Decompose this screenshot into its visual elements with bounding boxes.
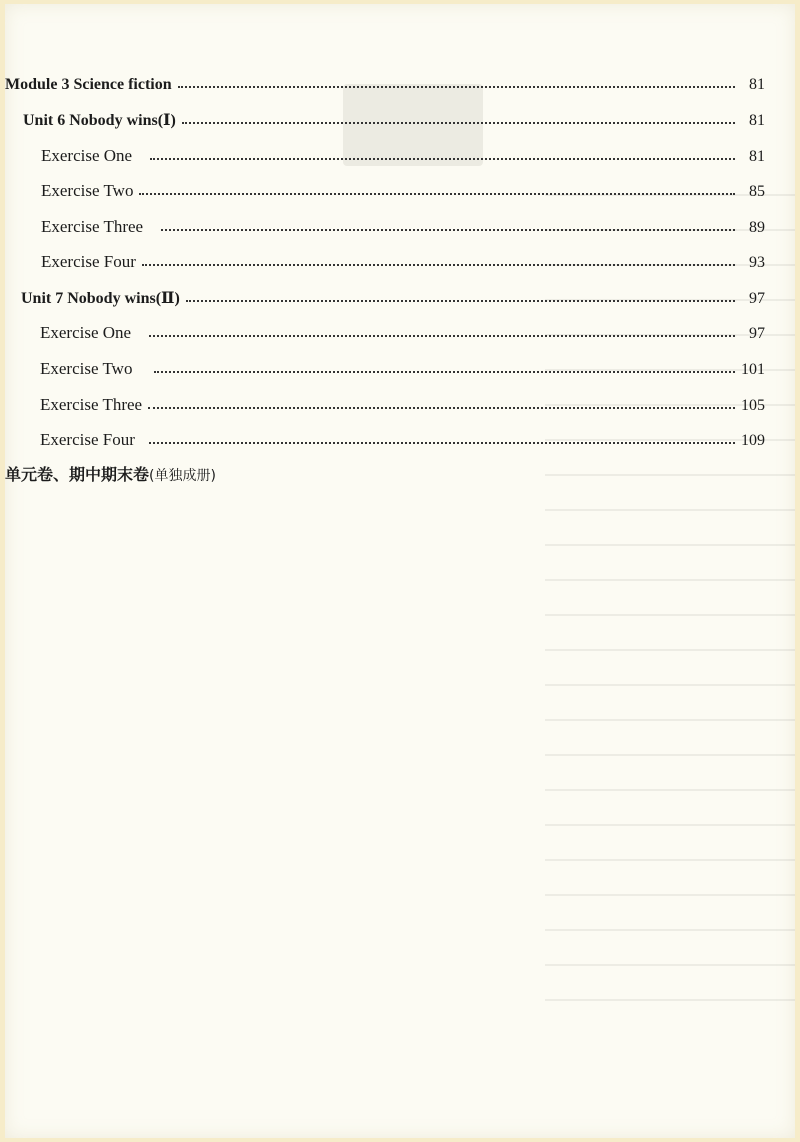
footer-note-text: (单独成册)	[149, 468, 216, 484]
leader-dots	[150, 158, 735, 160]
toc-entry-unit-7	[5, 282, 795, 308]
toc-label: Exercise Two	[40, 359, 133, 378]
toc-entry-exercise	[5, 140, 795, 166]
toc-page-number: 97	[749, 290, 765, 307]
toc-label: Unit 7 Nobody wins(Ⅱ)	[21, 290, 180, 307]
leader-dots	[142, 264, 735, 266]
toc-label: Exercise Four	[41, 252, 136, 271]
toc-entry-exercise	[5, 424, 795, 450]
toc-entry-exercise	[5, 389, 795, 415]
toc-label: Module 3 Science fiction	[5, 76, 172, 93]
toc-entry-exercise	[5, 246, 795, 272]
toc-entry-exercise	[5, 353, 795, 379]
toc-entry-exercise	[5, 317, 795, 343]
toc-entry-unit-6	[5, 104, 795, 130]
leader-dots	[139, 193, 735, 195]
toc-label: Unit 6 Nobody wins(Ⅰ)	[23, 112, 176, 129]
toc-page-number: 93	[749, 254, 765, 271]
toc-entry-module-3	[5, 68, 795, 94]
toc-page-number: 101	[741, 361, 765, 378]
leader-dots	[161, 229, 735, 231]
leader-dots	[148, 407, 735, 409]
leader-dots	[149, 335, 735, 337]
toc-page-number: 89	[749, 219, 765, 236]
separate-volume-note	[5, 462, 216, 485]
leader-dots	[149, 442, 735, 444]
footer-main-text: 单元卷、期中期末卷	[5, 465, 150, 484]
toc-label: Exercise One	[41, 146, 133, 165]
toc-page-number: 109	[741, 432, 765, 449]
toc-page	[5, 4, 795, 1138]
leader-dots	[154, 371, 735, 373]
leader-dots	[178, 86, 735, 88]
toc-entry-exercise	[5, 211, 795, 237]
leader-dots	[182, 122, 735, 124]
toc-page-number: 81	[749, 148, 765, 165]
toc-page-number: 81	[749, 112, 765, 129]
toc-label: Exercise Three	[41, 217, 144, 236]
toc-entry-exercise	[5, 175, 795, 201]
toc-page-number: 97	[749, 325, 765, 342]
toc-page-number: 81	[749, 76, 765, 93]
toc-label: Exercise Three	[40, 395, 143, 414]
toc-label: Exercise Four	[40, 430, 135, 449]
toc-page-number: 105	[741, 397, 765, 414]
leader-dots	[186, 300, 735, 302]
toc-label: Exercise One	[40, 323, 132, 342]
toc-page-number: 85	[749, 183, 765, 200]
toc-label: Exercise Two	[41, 181, 134, 200]
